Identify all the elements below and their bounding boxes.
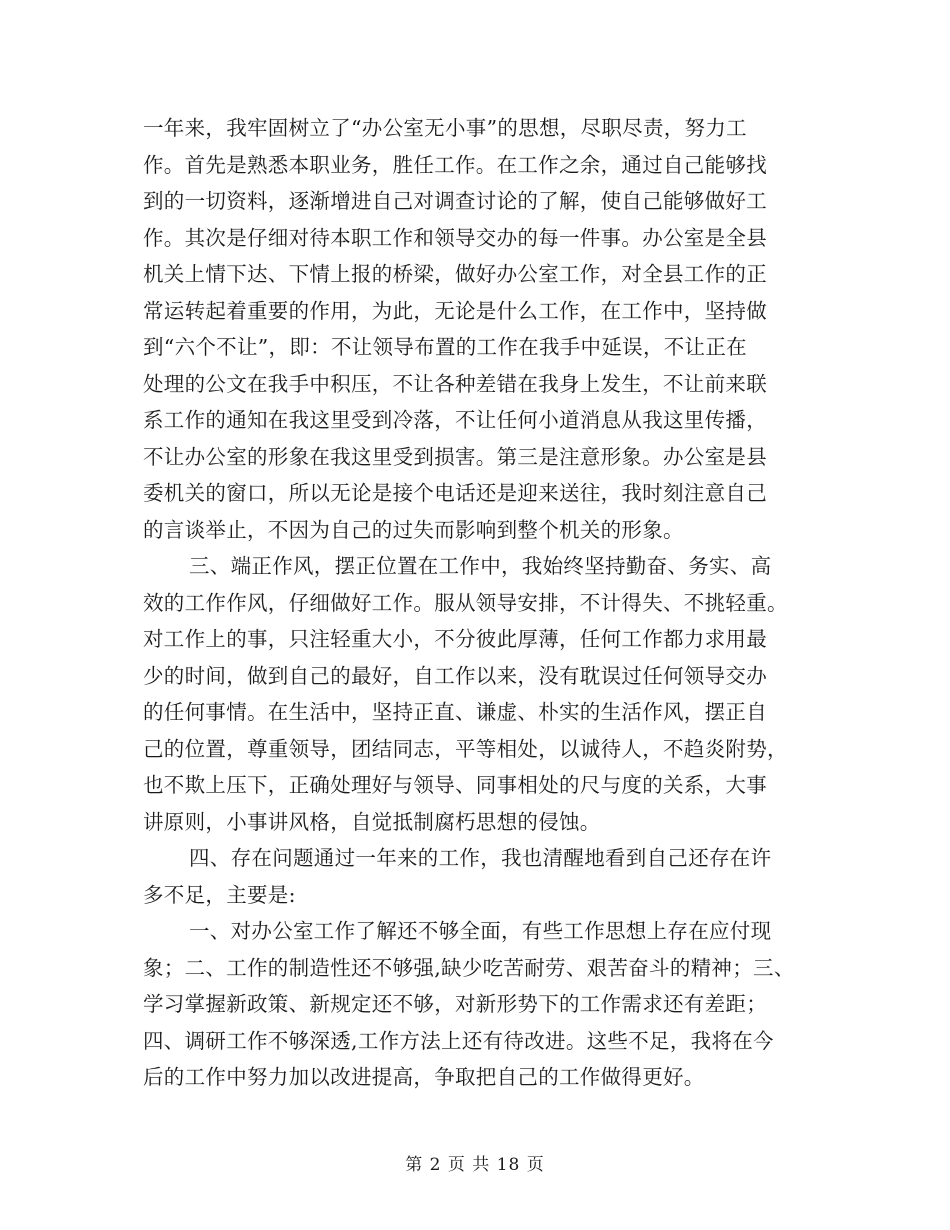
body-text-line: 象；二、工作的制造性还不够强,缺少吃苦耐劳、艰苦奋斗的精神；三、 (143, 955, 795, 980)
body-text-line: 到“六个不让”，即：不让领导布置的工作在我手中延误，不让正在 (143, 335, 747, 359)
body-text-line: 对工作上的事，只注轻重大小，不分彼此厚薄，任何工作都力求用最 (143, 627, 767, 651)
body-text-line: 也不欺上压下，正确处理好与领导、同事相处的尺与度的关系，大事 (143, 773, 767, 797)
body-text-line: 作。首先是熟悉本职业务，胜任工作。在工作之余，通过自己能够找 (143, 152, 767, 177)
body-text-line: 学习掌握新政策、新规定还不够，对新形势下的工作需求还有差距； (143, 992, 767, 1016)
body-text-line: 一年来，我牢固树立了“办公室无小事”的思想，尽职尽责，努力工 (143, 116, 747, 140)
body-text-line: 己的位置，尊重领导，团结同志，平等相处，以诚待人，不趋炎附势， (143, 736, 788, 761)
body-text-line: 不让办公室的形象在我这里受到损害。第三是注意形象。办公室是县 (143, 444, 767, 469)
body-text-line: 的言谈举止，不因为自己的过失而影响到整个机关的形象。 (143, 517, 684, 542)
body-text-line: 四、存在问题通过一年来的工作，我也清醒地看到自己还存在许 (189, 846, 772, 870)
body-text-line: 后的工作中努力加以改进提高，争取把自己的工作做得更好。 (143, 1065, 705, 1089)
body-text-line: 到的一切资料，逐渐增进自己对调查讨论的了解，使自己能够做好工 (143, 189, 767, 213)
body-text-line: 三、端正作风，摆正位置在工作中，我始终坚持勤奋、务实、高 (189, 554, 772, 578)
body-text-line: 常运转起着重要的作用，为此，无论是什么工作，在工作中，坚持做 (143, 298, 767, 323)
body-text-line: 讲原则，小事讲风格，自觉抵制腐朽思想的侵蚀。 (143, 809, 601, 834)
body-text-line: 处理的公文在我手中积压，不让各种差错在我身上发生，不让前来联 (143, 371, 767, 396)
body-text-line: 四、调研工作不够深透,工作方法上还有待改进。这些不足，我将在今 (143, 1028, 774, 1053)
body-text-line: 效的工作作风，仔细做好工作。服从领导安排，不计得失、不挑轻重。 (143, 590, 788, 615)
body-text-line: 少的时间，做到自己的最好，自工作以来，没有耽误过任何领导交办 (143, 663, 767, 688)
body-text-line: 作。其次是仔细对待本职工作和领导交办的每一件事。办公室是全县 (143, 225, 767, 250)
body-text-line: 的任何事情。在生活中，坚持正直、谦虚、朴实的生活作风，摆正自 (143, 700, 767, 724)
body-text-line: 一、对办公室工作了解还不够全面，有些工作思想上存在应付现 (189, 919, 772, 943)
body-text-line: 委机关的窗口，所以无论是接个电话还是迎来送往，我时刻注意自己 (143, 481, 767, 505)
document-body (143, 110, 823, 1096)
page-number-footer: 第 2 页 共 18 页 (405, 1155, 545, 1175)
body-text-line: 多不足，主要是: (143, 882, 296, 907)
body-text-line: 机关上情下达、下情上报的桥梁，做好办公室工作，对全县工作的正 (143, 262, 767, 286)
body-text-line: 系工作的通知在我这里受到冷落，不让任何小道消息从我这里传播， (143, 408, 767, 432)
